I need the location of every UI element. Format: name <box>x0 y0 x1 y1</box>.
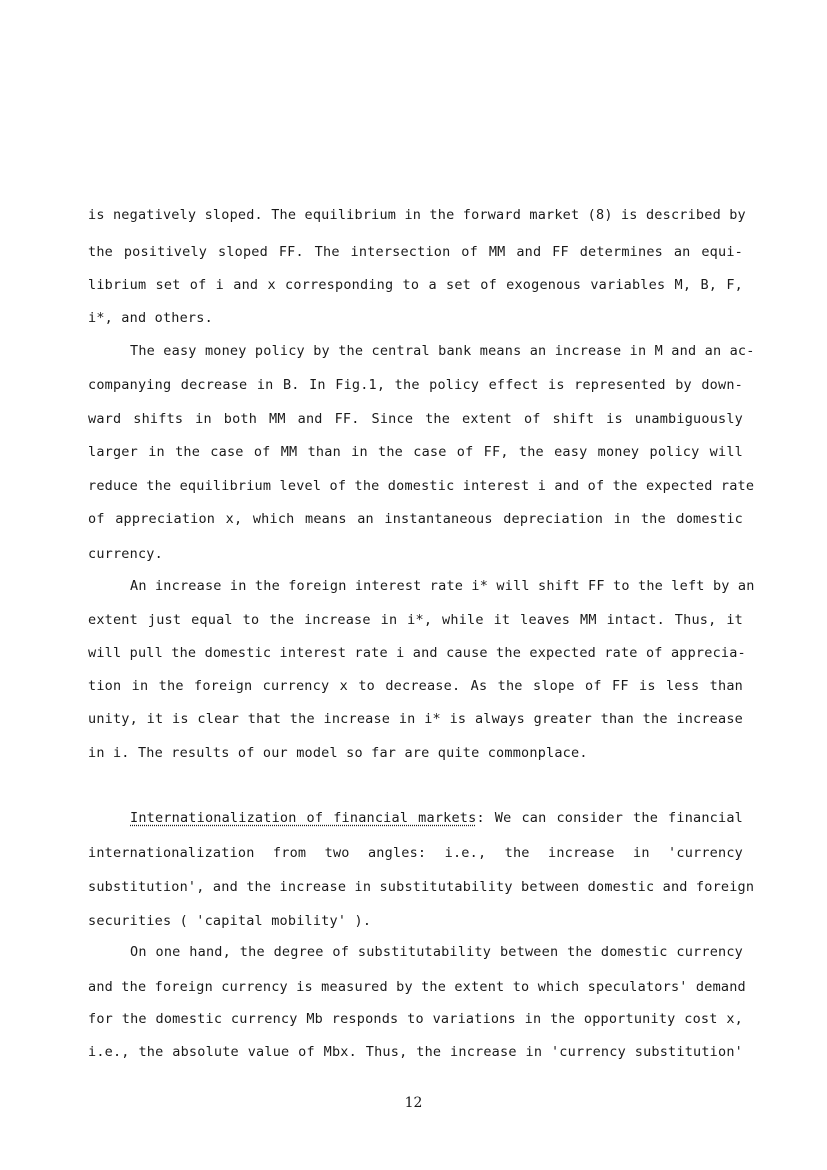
text-line: larger in the case of MM than in the case of FF, the easy money policy will <box>88 444 743 460</box>
text-line: An increase in the foreign interest rate i* will shift FF to the left by an <box>130 578 755 594</box>
text-line: the positively sloped FF. The intersection of MM and FF determines an equi- <box>88 244 743 260</box>
text-line: ward shifts in both MM and FF. Since the extent of shift is unambiguously <box>88 411 743 427</box>
text-line: extent just equal to the increase in i*, while it leaves MM intact. Thus, it <box>88 612 743 628</box>
section-heading: Internationalization of financial markets <box>130 810 477 826</box>
text-line: companying decrease in B. In Fig.1, the policy effect is represented by down- <box>88 377 743 393</box>
text-line: librium set of i and x corresponding to a set of exogenous variables M, B, F, <box>88 277 743 293</box>
text-line: will pull the domestic interest rate i and cause the expected rate of apprecia- <box>88 645 746 661</box>
text-line: currency. <box>88 546 163 562</box>
text-line: i.e., the absolute value of Mbx. Thus, the increase in 'currency substitution' <box>88 1044 743 1060</box>
text-line: unity, it is clear that the increase in i* is always greater than the increase <box>88 711 743 727</box>
page-number: 12 <box>404 1095 423 1111</box>
text-line: securities ( 'capital mobility' ). <box>88 913 372 929</box>
text-line: The easy money policy by the central bank means an increase in M and an ac- <box>130 343 755 359</box>
text-line: substitution', and the increase in substitutability between domestic and foreign <box>88 879 755 895</box>
text-line: in i. The results of our model so far are quite commonplace. <box>88 745 588 761</box>
text-line: for the domestic currency Mb responds to variations in the opportunity cost x, <box>88 1011 743 1027</box>
text-line: of appreciation x, which means an instantaneous depreciation in the domestic <box>88 511 743 527</box>
text-line: internationalization from two angles: i.e., the increase in 'currency <box>88 845 743 861</box>
section-heading-rest: : We can consider the financial <box>476 810 743 826</box>
text-line: tion in the foreign currency x to decrease. As the slope of FF is less than <box>88 678 743 694</box>
text-line: is negatively sloped. The equilibrium in the forward market (8) is described by <box>88 207 746 223</box>
text-line: On one hand, the degree of substitutability between the domestic currency <box>130 944 743 960</box>
text-line: i*, and others. <box>88 310 213 326</box>
text-line: reduce the equilibrium level of the domestic interest i and of the expected rate <box>88 478 755 494</box>
section-heading-line <box>130 808 743 828</box>
text-line: and the foreign currency is measured by the extent to which speculators' demand <box>88 979 746 995</box>
